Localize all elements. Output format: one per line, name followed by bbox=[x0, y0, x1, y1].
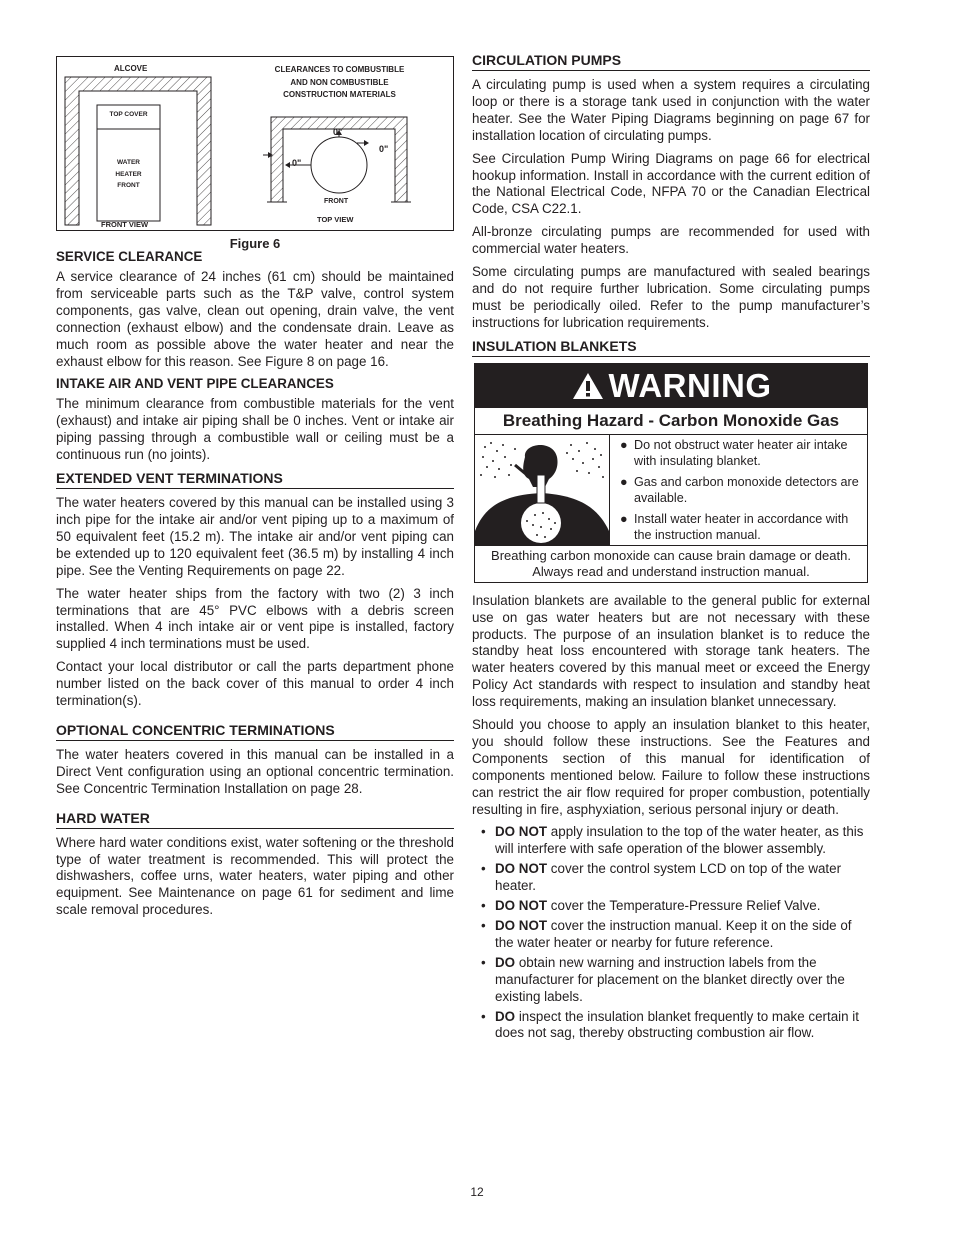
warning-triangle-icon bbox=[571, 371, 605, 401]
list-item: • DO obtain new warning and instruction labels from the manufacturer for placement on the blanket directly over the existing labels. bbox=[481, 954, 845, 1004]
hard-water-body: Where hard water conditions exist, water softening or the threshold type of water treatment is recommended. This will protect the dishwashers, coffee urns, water heaters, water piping and other equipment. See Maintenance on page 61 for sediment and lime scale removal procedures. bbox=[56, 834, 454, 918]
top-view-label: TOP VIEW bbox=[317, 215, 354, 224]
insulation-heading: INSULATION BLANKETS bbox=[472, 338, 870, 357]
concentric-heading: OPTIONAL CONCENTRIC TERMINATIONS bbox=[56, 722, 454, 741]
clearance-figure bbox=[56, 56, 454, 231]
circulation-section bbox=[472, 52, 870, 332]
insulation-section bbox=[472, 338, 870, 1043]
list-item: • DO NOT cover the Temperature-Pressure Relief Valve. bbox=[481, 898, 821, 914]
front-label: FRONT bbox=[324, 198, 349, 205]
alcove-label: ALCOVE bbox=[114, 64, 148, 73]
list-item: • DO NOT cover the control system LCD on top of the water heater. bbox=[481, 861, 842, 894]
right-column bbox=[472, 52, 870, 1045]
warning-title: WARNING bbox=[608, 366, 772, 404]
warning-banner bbox=[475, 364, 867, 408]
warning-item: ● Gas and carbon monoxide detectors are available. bbox=[620, 474, 859, 505]
extended-vent-p1: The water heaters covered by this manual can be installed using 3 inch pipe for the intake air and/or vent piping up to a maximum of 50 equivalent feet (15.2 m). The intake air and/or vent piping can be extended up to 120 equivalent feet (36.5 m) by installing 4 inch pipe. See the Venting Requirements on page 22. bbox=[56, 495, 454, 578]
hard-water-section bbox=[56, 810, 454, 920]
concentric-body: The water heaters covered in this manual can be installed in a Direct Vent configuration using an optional concentric termination. See Concentric Termination Installation on page 28. bbox=[56, 746, 454, 796]
intake-body: The minimum clearance from combustible materials for the vent (exhaust) and intake air piping shall be 0 inches. Vent or intake air piping passing through a combustible wall or ceiling must be a continuous run (no joints). bbox=[56, 396, 454, 463]
intake-section bbox=[56, 376, 454, 464]
circulation-p1: A circulating pump is used when a system requires a circulating loop or there is a storage tank used in conjunction with the water heater. See the Water Piping Diagrams beginning on page 67 for installation location of circulating pumps. bbox=[472, 77, 870, 143]
concentric-section bbox=[56, 722, 454, 798]
warning-subtitle: Breathing Hazard - Carbon Monoxide Gas bbox=[475, 408, 867, 435]
insulation-p2: Should you choose to apply an insulation blanket to this heater, you should follow these instructions. See the Features and Components section of this manual for identification of components mentioned below. Failure to follow these instructions can restrict the air flow required for proper combustion, potentially resulting in fire, asphyxiation, serious personal injury or death. bbox=[472, 717, 870, 817]
clearance-left: 0" bbox=[292, 158, 302, 168]
warning-box bbox=[474, 363, 868, 583]
circulation-p3: All-bronze circulating pumps are recommended for used with commercial water heaters. bbox=[472, 224, 870, 257]
page-number: 12 bbox=[470, 1185, 484, 1199]
warning-footer: Breathing carbon monoxide can cause brain damage or death. Always read and understand instruction manual. bbox=[491, 547, 851, 579]
circulation-p4: Some circulating pumps are manufactured with sealed bearings and do not require further lubrication. Some circulating pumps must be periodically oiled. Refer to the pump manufacturer’s instructions for lubrication requirements. bbox=[472, 264, 870, 330]
service-clearance-section bbox=[56, 249, 454, 370]
circulation-heading: CIRCULATION PUMPS bbox=[472, 52, 870, 71]
intake-heading: INTAKE AIR AND VENT PIPE CLEARANCES bbox=[56, 376, 334, 392]
front-view-label: FRONT VIEW bbox=[101, 220, 149, 229]
extended-vent-p2: The water heater ships from the factory with two (2) 3 inch terminations that are 45° PVC elbows with a debris screen installed. When 4 inch intake air or vent pipe is installed, factory supplied 4 inch terminations must be used. bbox=[56, 585, 454, 652]
warning-item: ● Do not obstruct water heater air intake with insulating blanket. bbox=[620, 437, 848, 468]
water-heater-top-circle bbox=[311, 137, 367, 193]
list-item: • DO NOT cover the instruction manual. Keep it on the side of the water heater or nearby for future reference. bbox=[481, 918, 852, 950]
extended-vent-p3: Contact your local distributor or call the parts department phone number listed on the back cover of this manual to order 4 inch termination(s). bbox=[56, 659, 454, 709]
top-cover-label: TOP COVER bbox=[109, 111, 148, 118]
extended-vent-heading: EXTENDED VENT TERMINATIONS bbox=[56, 470, 454, 489]
insulation-p1: Insulation blankets are available to the general public for external use on gas water heaters but are not necessary with these products. The purpose of an insulation blanket is to reduce the standby heat loss encountered with storage tank heaters. The water heaters covered by this manual meet or exceed the Energy Policy Act standards with respect to insulation and standby heat loss requirements, making an insulation blanket unnecessary. bbox=[472, 592, 870, 710]
list-item: • DO inspect the insulation blanket frequently to make certain it does not sag, thereby obstructing combustion air flow. bbox=[481, 1008, 859, 1041]
figure-caption: Figure 6 bbox=[229, 236, 281, 251]
warning-list bbox=[610, 435, 867, 545]
warning-body bbox=[475, 435, 867, 546]
extended-vent-section bbox=[56, 470, 454, 710]
service-clearance-heading: SERVICE CLEARANCE bbox=[56, 249, 203, 264]
warning-item: ● Install water heater in accordance with the instruction manual. bbox=[620, 511, 849, 542]
clearance-top: 0" bbox=[333, 127, 343, 137]
hard-water-heading: HARD WATER bbox=[56, 810, 454, 829]
service-clearance-body: A service clearance of 24 inches (61 cm) should be maintained from serviceable parts such as the T&P valve, control system components, gas valve, clean out opening, drain valve, the vent connection (exhaust elbow) and the condensate drain. Leave as much room as possible above the water heater and near the exhaust elbow for this reason. See Figure 8 on page 16. bbox=[56, 269, 454, 369]
clearances-title: CLEARANCES TO COMBUSTIBLE AND NON COMBUSTIBLE CONSTRUCTION MATERIALS bbox=[274, 65, 405, 99]
left-column bbox=[56, 56, 454, 925]
insulation-do-list bbox=[472, 824, 870, 1042]
circulation-p2: See Circulation Pump Wiring Diagrams on page 66 for electrical hookup information. Install in accordance with the current edition of the National Electrical Code, NFPA 70 or the Canadian Electrical Code, CSA C22.1. bbox=[472, 150, 870, 217]
clearance-right: 0" bbox=[379, 144, 389, 154]
breathing-hazard-icon bbox=[475, 435, 610, 545]
water-heater-front-label: WATER HEATER FRONT bbox=[115, 159, 142, 189]
list-item: • DO NOT apply insulation to the top of the water heater, as this will interfere with safe operation of the blower assembly. bbox=[481, 824, 864, 857]
